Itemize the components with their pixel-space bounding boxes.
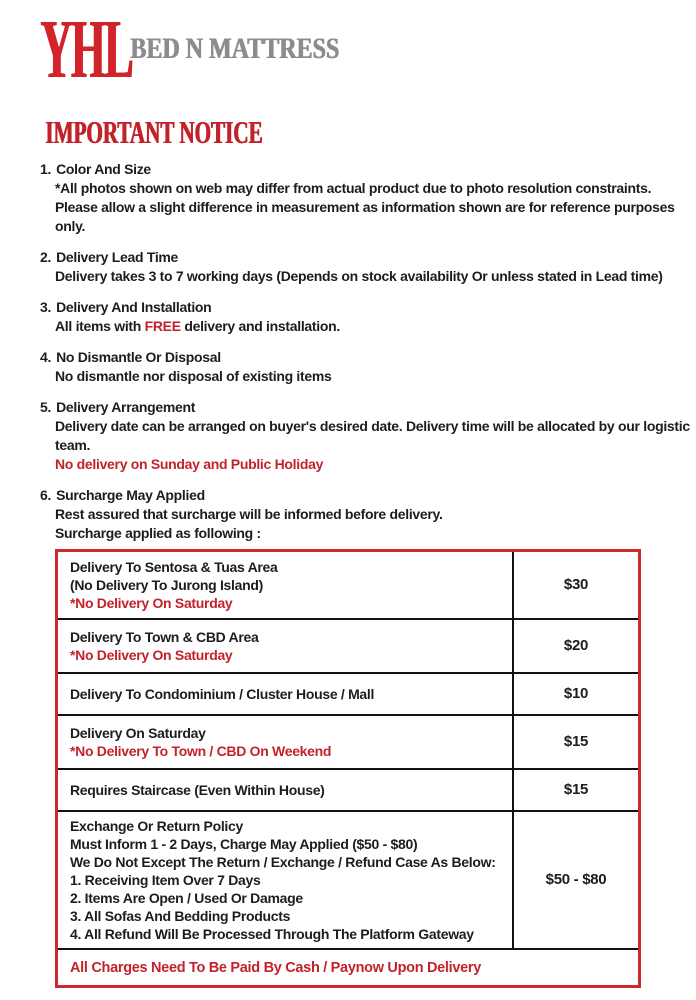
notice-title-text: No Dismantle Or Disposal	[56, 349, 221, 365]
price-cell: $50 - $80	[512, 812, 638, 948]
notice-title	[40, 348, 696, 367]
notice-line: *All photos shown on web may differ from actual product due to photo resolution constraints.	[55, 180, 652, 196]
price-cell: $30	[512, 552, 638, 618]
table-line: 1. Receiving Item Over 7 Days	[70, 872, 261, 888]
price-cell: $10	[512, 674, 638, 714]
notice-body	[55, 505, 696, 543]
table-row-condominium	[58, 672, 638, 714]
table-line-warning: *No Delivery On Saturday	[70, 647, 233, 663]
table-line-warning: *No Delivery To Town / CBD On Weekend	[70, 743, 332, 759]
notice-line: only.	[55, 218, 86, 234]
notice-line: team.	[55, 437, 91, 453]
notice-title	[40, 160, 696, 179]
notice-body	[55, 179, 696, 236]
notice-line: Please allow a slight difference in measurement as information shown are for reference purposes	[55, 199, 675, 215]
table-row-sentosa-tuas	[58, 552, 638, 618]
notice-line: Rest assured that surcharge will be informed before delivery.	[55, 506, 443, 522]
notice-number: 4.	[40, 349, 52, 365]
table-row-exchange-return	[58, 810, 638, 948]
brand-text: YHL	[40, 3, 132, 96]
table-line: 2. Items Are Open / Used Or Damage	[70, 890, 303, 906]
notice-line	[55, 317, 696, 336]
notice-number: 6.	[40, 487, 52, 503]
notice-title-text: Delivery Arrangement	[56, 399, 196, 415]
notice-title-text: Delivery Lead Time	[56, 249, 179, 265]
table-row-staircase	[58, 768, 638, 810]
notice-body	[55, 367, 696, 386]
table-line: Delivery To Town & CBD Area	[70, 629, 259, 645]
notice-segment-free: FREE	[144, 318, 181, 334]
notice-item-surcharge	[40, 486, 696, 543]
page-title: IMPORTANT NOTICE	[45, 114, 263, 150]
notice-line: Delivery date can be arranged on buyer's desired date. Delivery time will be allocated by our logistic	[55, 418, 690, 434]
desc-cell	[58, 716, 512, 768]
surcharge-table	[55, 549, 641, 988]
table-line: Delivery To Sentosa & Tuas Area	[70, 559, 278, 575]
price-cell: $15	[512, 716, 638, 768]
table-line: Delivery On Saturday	[70, 725, 206, 741]
notice-item-delivery-lead-time	[40, 248, 696, 286]
notice-body	[55, 317, 696, 336]
notice-line: No dismantle nor disposal of existing items	[55, 368, 332, 384]
notice-number: 2.	[40, 249, 52, 265]
notice-title-text: Delivery And Installation	[56, 299, 212, 315]
brand-tagline: BED N MATTRESS	[130, 32, 339, 65]
table-line: Exchange Or Return Policy	[70, 818, 243, 834]
table-row-saturday	[58, 714, 638, 768]
notice-title-text: Color And Size	[56, 161, 151, 177]
notice-title	[40, 248, 696, 267]
notice-segment: All items with	[55, 318, 145, 334]
notice-item-delivery-arrangement	[40, 398, 696, 474]
notice-list	[40, 160, 696, 543]
brand-logo	[0, 0, 696, 96]
table-row-town-cbd	[58, 618, 638, 672]
notice-body	[55, 267, 696, 286]
notice-body	[55, 417, 696, 474]
price-cell: $15	[512, 770, 638, 810]
notice-title	[40, 398, 696, 417]
notice-line: Delivery takes 3 to 7 working days (Depends on stock availability Or unless stated in Lead time)	[55, 268, 663, 284]
price-cell: $20	[512, 620, 638, 672]
desc-cell	[58, 674, 512, 714]
notice-item-delivery-and-installation	[40, 298, 696, 336]
table-line: Must Inform 1 - 2 Days, Charge May Applied ($50 - $80)	[70, 836, 418, 852]
table-footer-payment-note: All Charges Need To Be Paid By Cash / Paynow Upon Delivery	[58, 948, 638, 985]
table-line-warning: *No Delivery On Saturday	[70, 595, 233, 611]
notice-title-text: Surcharge May Applied	[56, 487, 205, 503]
notice-item-no-dismantle	[40, 348, 696, 386]
notice-segment: delivery and installation.	[180, 318, 340, 334]
notice-line: Surcharge applied as following :	[55, 525, 261, 541]
table-line: (No Delivery To Jurong Island)	[70, 577, 263, 593]
notice-title	[40, 486, 696, 505]
notice-number: 1.	[40, 161, 52, 177]
notice-number: 5.	[40, 399, 52, 415]
notice-line-warning: No delivery on Sunday and Public Holiday	[55, 456, 324, 472]
table-line: Delivery To Condominium / Cluster House / Mall	[70, 686, 375, 702]
table-line: We Do Not Except The Return / Exchange / Refund Case As Below:	[70, 854, 496, 870]
notice-title	[40, 298, 696, 317]
desc-cell	[58, 812, 512, 948]
desc-cell	[58, 770, 512, 810]
desc-cell	[58, 620, 512, 672]
table-line: Requires Staircase (Even Within House)	[70, 782, 325, 798]
desc-cell	[58, 552, 512, 618]
table-line: 4. All Refund Will Be Processed Through The Platform Gateway	[70, 926, 474, 942]
notice-number: 3.	[40, 299, 52, 315]
notice-item-color-and-size	[40, 160, 696, 236]
table-line: 3. All Sofas And Bedding Products	[70, 908, 291, 924]
